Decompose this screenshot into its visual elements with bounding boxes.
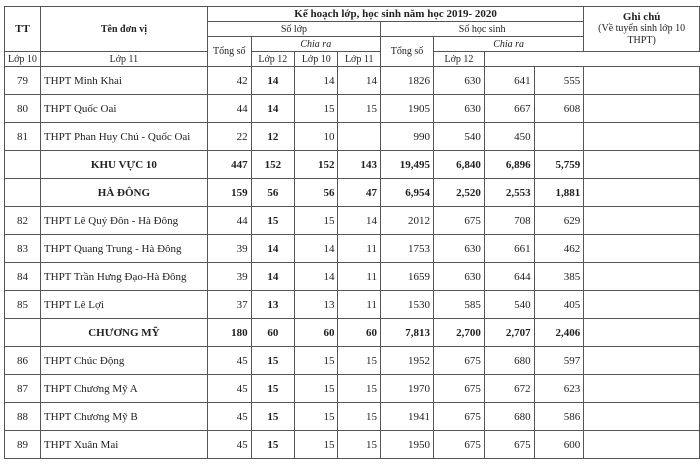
row-unit-name: CHƯƠNG MỸ [40,319,207,347]
row-note [584,207,700,235]
row-classes-total: 37 [207,291,251,319]
row-unit-name: THPT Quốc Oai [40,95,207,123]
row-tt: 79 [5,67,41,95]
row-students-grade11: 6,896 [484,151,534,179]
note-subtitle: (Về tuyển sinh lớp 10 THPT) [598,23,686,46]
students-grade10-header: Lớp 10 [295,52,338,67]
row-students-grade12: 555 [534,67,584,95]
row-classes-grade12: 47 [338,179,380,207]
row-classes-grade12: 11 [338,263,380,291]
row-students-total: 1905 [380,95,433,123]
row-classes-total: 45 [207,403,251,431]
row-classes-total: 45 [207,431,251,459]
row-classes-grade11: 15 [295,431,338,459]
row-classes-total: 45 [207,375,251,403]
table-row [5,431,700,459]
row-unit-name: THPT Quang Trung - Hà Đông [40,235,207,263]
row-students-grade12: 5,759 [534,151,584,179]
row-students-grade11: 675 [484,431,534,459]
row-students-grade11: 680 [484,403,534,431]
row-students-grade11: 540 [484,291,534,319]
students-total-header: Tổng số [380,37,433,67]
row-students-grade11: 672 [484,375,534,403]
row-classes-grade11: 15 [295,207,338,235]
col-note-header [584,7,700,52]
row-students-grade10: 630 [433,235,484,263]
row-classes-grade12: 11 [338,235,380,263]
row-students-grade11: 2,707 [484,319,534,347]
row-tt [5,319,41,347]
row-students-grade12: 2,406 [534,319,584,347]
row-classes-total: 22 [207,123,251,151]
row-unit-name: THPT Phan Huy Chú - Quốc Oai [40,123,207,151]
row-classes-grade11: 14 [295,67,338,95]
row-classes-grade11: 14 [295,263,338,291]
row-students-total: 1950 [380,431,433,459]
row-unit-name: THPT Trần Hưng Đạo-Hà Đông [40,263,207,291]
row-classes-grade12: 143 [338,151,380,179]
row-note [584,67,700,95]
row-tt: 82 [5,207,41,235]
row-students-total: 1826 [380,67,433,95]
row-students-grade12: 597 [534,347,584,375]
row-students-total: 1659 [380,263,433,291]
row-classes-grade10: 15 [251,431,294,459]
row-classes-grade10: 14 [251,95,294,123]
row-note [584,375,700,403]
table-row [5,67,700,95]
row-tt: 88 [5,403,41,431]
row-classes-grade11: 13 [295,291,338,319]
row-tt: 86 [5,347,41,375]
table-row [5,95,700,123]
row-tt: 84 [5,263,41,291]
table-header [5,7,700,67]
row-classes-grade12: 11 [338,291,380,319]
row-students-total: 1941 [380,403,433,431]
row-note [584,123,700,151]
row-students-grade11: 708 [484,207,534,235]
row-students-grade11: 644 [484,263,534,291]
row-students-grade12: 405 [534,291,584,319]
row-students-grade10: 2,700 [433,319,484,347]
students-grade11-header: Lớp 11 [338,52,380,67]
row-students-grade12: 385 [534,263,584,291]
row-students-total: 1753 [380,235,433,263]
row-classes-total: 447 [207,151,251,179]
row-classes-grade11: 60 [295,319,338,347]
row-classes-grade10: 56 [251,179,294,207]
row-classes-grade10: 15 [251,207,294,235]
row-classes-grade12 [338,123,380,151]
row-classes-grade10: 13 [251,291,294,319]
row-students-grade12: 1,881 [534,179,584,207]
row-classes-grade11: 10 [295,123,338,151]
classes-grade10-header: Lớp 10 [5,52,41,67]
classes-total-header: Tổng số [207,37,251,67]
row-note [584,319,700,347]
table-row [5,207,700,235]
row-students-grade10: 675 [433,431,484,459]
table-row [5,263,700,291]
row-classes-grade10: 60 [251,319,294,347]
students-grade12-header: Lớp 12 [433,52,484,67]
row-classes-total: 44 [207,95,251,123]
row-students-grade10: 6,840 [433,151,484,179]
row-classes-grade11: 15 [295,95,338,123]
row-classes-grade11: 152 [295,151,338,179]
row-students-grade10: 2,520 [433,179,484,207]
table-row [5,123,700,151]
row-unit-name: HÀ ĐÔNG [40,179,207,207]
row-classes-grade12: 15 [338,403,380,431]
table-row [5,347,700,375]
table-row [5,403,700,431]
row-classes-grade11: 15 [295,403,338,431]
row-classes-grade12: 15 [338,95,380,123]
row-unit-name: THPT Minh Khai [40,67,207,95]
row-students-total: 6,954 [380,179,433,207]
students-split-header: Chia ra [433,37,583,52]
note-title: Ghi chú [622,11,661,23]
classes-split-header: Chia ra [251,37,380,52]
table-group-row [5,319,700,347]
row-classes-total: 180 [207,319,251,347]
row-note [584,431,700,459]
row-note [584,347,700,375]
enrollment-plan-table [4,6,700,459]
row-classes-grade11: 56 [295,179,338,207]
row-classes-grade10: 14 [251,235,294,263]
row-note [584,263,700,291]
row-classes-grade10: 14 [251,263,294,291]
row-students-grade12: 462 [534,235,584,263]
row-classes-grade11: 15 [295,375,338,403]
row-students-grade12: 623 [534,375,584,403]
row-students-total: 2012 [380,207,433,235]
row-students-grade10: 540 [433,123,484,151]
row-classes-total: 159 [207,179,251,207]
row-tt: 81 [5,123,41,151]
row-students-grade10: 630 [433,263,484,291]
row-classes-total: 44 [207,207,251,235]
row-tt: 85 [5,291,41,319]
table-row [5,291,700,319]
row-students-grade12: 629 [534,207,584,235]
row-tt: 89 [5,431,41,459]
row-note [584,403,700,431]
row-students-grade11: 661 [484,235,534,263]
col-tt-header: TT [5,7,41,52]
table-row [5,235,700,263]
row-students-grade10: 630 [433,67,484,95]
row-note [584,235,700,263]
row-students-grade11: 450 [484,123,534,151]
row-students-total: 7,813 [380,319,433,347]
row-students-grade10: 675 [433,347,484,375]
plan-header: Kế hoạch lớp, học sinh năm học 2019- 2020 [207,7,583,22]
row-unit-name: KHU VỰC 10 [40,151,207,179]
table-body [5,67,700,459]
row-students-total: 1530 [380,291,433,319]
row-classes-grade12: 14 [338,67,380,95]
row-classes-grade11: 14 [295,235,338,263]
row-students-grade10: 675 [433,375,484,403]
row-students-total: 19,495 [380,151,433,179]
row-unit-name: THPT Chúc Động [40,347,207,375]
row-classes-grade10: 15 [251,347,294,375]
row-note [584,151,700,179]
row-students-grade10: 675 [433,207,484,235]
row-note [584,95,700,123]
row-note [584,179,700,207]
row-students-grade10: 585 [433,291,484,319]
row-students-grade10: 675 [433,403,484,431]
row-classes-grade10: 15 [251,403,294,431]
row-students-grade12: 586 [534,403,584,431]
row-classes-total: 39 [207,235,251,263]
row-classes-total: 42 [207,67,251,95]
row-unit-name: THPT Xuân Mai [40,431,207,459]
row-unit-name: THPT Lê Quý Đôn - Hà Đông [40,207,207,235]
row-classes-total: 39 [207,263,251,291]
row-students-total: 990 [380,123,433,151]
row-note [584,291,700,319]
row-students-grade11: 680 [484,347,534,375]
table-group-row [5,151,700,179]
row-students-total: 1970 [380,375,433,403]
classes-group-header: Số lớp [207,22,380,37]
row-tt: 83 [5,235,41,263]
row-tt [5,179,41,207]
row-classes-grade12: 15 [338,347,380,375]
row-students-grade12 [534,123,584,151]
row-students-grade10: 630 [433,95,484,123]
row-unit-name: THPT Lê Lợi [40,291,207,319]
row-classes-grade12: 14 [338,207,380,235]
row-classes-grade12: 15 [338,375,380,403]
table-row [5,375,700,403]
row-students-grade11: 641 [484,67,534,95]
row-students-grade11: 667 [484,95,534,123]
row-tt: 80 [5,95,41,123]
col-unit-header: Tên đơn vị [40,7,207,52]
row-students-grade12: 608 [534,95,584,123]
row-students-grade12: 600 [534,431,584,459]
classes-grade12-header: Lớp 12 [251,52,294,67]
row-classes-grade12: 15 [338,431,380,459]
row-students-total: 1952 [380,347,433,375]
row-classes-grade11: 15 [295,347,338,375]
row-classes-total: 45 [207,347,251,375]
row-classes-grade10: 14 [251,67,294,95]
row-students-grade11: 2,553 [484,179,534,207]
row-tt: 87 [5,375,41,403]
row-classes-grade10: 152 [251,151,294,179]
row-unit-name: THPT Chương Mỹ A [40,375,207,403]
table-group-row [5,179,700,207]
row-unit-name: THPT Chương Mỹ B [40,403,207,431]
row-tt [5,151,41,179]
students-group-header: Số học sinh [380,22,583,37]
classes-grade11-header: Lớp 11 [40,52,207,67]
row-classes-grade12: 60 [338,319,380,347]
row-classes-grade10: 15 [251,375,294,403]
row-classes-grade10: 12 [251,123,294,151]
